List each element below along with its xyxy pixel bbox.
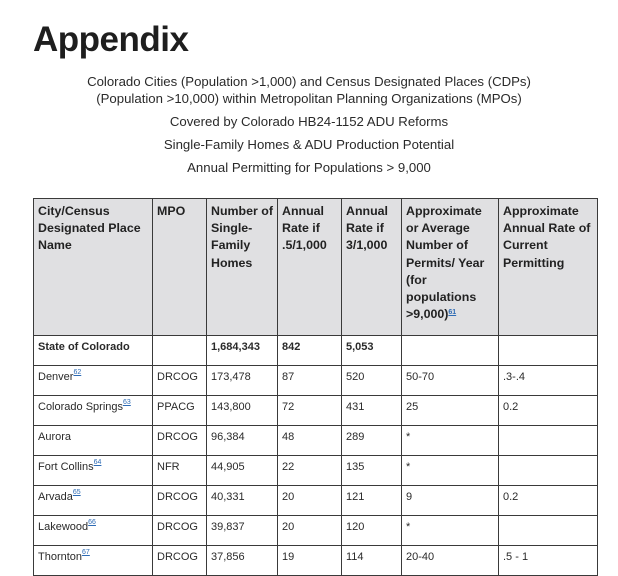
place-name-text: Denver — [38, 371, 74, 383]
cell-place-name — [34, 516, 153, 546]
cell-permits: 25 — [402, 396, 499, 426]
cell-permits: * — [402, 456, 499, 486]
cell-permits: * — [402, 516, 499, 546]
table-row — [34, 486, 598, 516]
cell-homes: 40,331 — [207, 486, 278, 516]
cell-current-rate: .5 - 1 — [499, 546, 598, 576]
subtitle-block — [0, 73, 618, 176]
cell-place-name — [34, 456, 153, 486]
cell-rate-half: 72 — [278, 396, 342, 426]
table-row — [34, 366, 598, 396]
footnote-link[interactable]: 65 — [72, 489, 81, 496]
cell-permits: 20-40 — [402, 546, 499, 576]
cell-mpo: PPACG — [153, 396, 207, 426]
table-header-row — [34, 199, 598, 336]
cell-rate-three: 135 — [342, 456, 402, 486]
cell-permits — [402, 336, 499, 366]
header-permits-label: Approximate or Average Number of Permits/ Year (for populations >9,000) — [406, 204, 485, 322]
cell-place-name — [34, 486, 153, 516]
header-mpo: MPO — [153, 199, 207, 336]
header-rate-three: Annual Rate if 3/1,000 — [342, 199, 402, 336]
table-row — [34, 336, 598, 366]
header-place-name: City/Census Designated Place Name — [34, 199, 153, 336]
table-row — [34, 396, 598, 426]
header-single-family-homes: Number of Single-Family Homes — [207, 199, 278, 336]
footnote-link[interactable]: 67 — [82, 549, 90, 556]
cell-homes: 173,478 — [207, 366, 278, 396]
footnote-link[interactable]: 63 — [123, 399, 131, 406]
cell-rate-three: 114 — [342, 546, 402, 576]
cell-rate-half: 22 — [278, 456, 342, 486]
cell-rate-half: 20 — [278, 516, 342, 546]
header-current-rate: Approximate Annual Rate of Current Permitting — [499, 199, 598, 336]
place-name-text: Fort Collins — [38, 461, 94, 473]
place-name-text: State of Colorado — [38, 341, 130, 353]
footnote-link[interactable]: 61 — [448, 309, 457, 317]
header-permits — [402, 199, 499, 336]
cell-mpo: DRCOG — [153, 546, 207, 576]
place-name-text: Colorado Springs — [38, 401, 123, 413]
cell-mpo: DRCOG — [153, 486, 207, 516]
cell-homes: 37,856 — [207, 546, 278, 576]
cell-mpo: DRCOG — [153, 366, 207, 396]
cell-place-name — [34, 396, 153, 426]
footnote-link[interactable]: 64 — [93, 459, 102, 466]
cell-homes: 143,800 — [207, 396, 278, 426]
cell-rate-three: 121 — [342, 486, 402, 516]
place-name-text: Arvada — [38, 491, 73, 503]
footnote-link[interactable]: 62 — [73, 369, 82, 376]
cell-current-rate: 0.2 — [499, 396, 598, 426]
cell-homes: 96,384 — [207, 426, 278, 456]
cell-current-rate — [499, 456, 598, 486]
appendix-table — [33, 198, 598, 576]
cell-current-rate — [499, 426, 598, 456]
cell-homes: 44,905 — [207, 456, 278, 486]
cell-rate-half: 87 — [278, 366, 342, 396]
cell-mpo: DRCOG — [153, 426, 207, 456]
cell-current-rate: 0.2 — [499, 486, 598, 516]
table-row — [34, 456, 598, 486]
cell-homes: 1,684,343 — [207, 336, 278, 366]
cell-rate-half: 842 — [278, 336, 342, 366]
cell-rate-three: 5,053 — [342, 336, 402, 366]
page-title: Appendix — [33, 20, 189, 59]
cell-rate-three: 431 — [342, 396, 402, 426]
cell-place-name — [34, 366, 153, 396]
place-name-text: Lakewood — [38, 521, 89, 533]
footnote-link[interactable]: 66 — [88, 519, 96, 526]
cell-rate-three: 120 — [342, 516, 402, 546]
cell-rate-three: 520 — [342, 366, 402, 396]
cell-permits: 9 — [402, 486, 499, 516]
cell-rate-half: 20 — [278, 486, 342, 516]
place-name-text: Aurora — [38, 431, 72, 443]
subtitle-line-4: Single-Family Homes & ADU Production Potential — [163, 137, 455, 152]
cell-homes: 39,837 — [207, 516, 278, 546]
cell-permits: * — [402, 426, 499, 456]
cell-rate-half: 48 — [278, 426, 342, 456]
cell-mpo: DRCOG — [153, 516, 207, 546]
cell-permits: 50-70 — [402, 366, 499, 396]
subtitle-line-3: Covered by Colorado HB24-1152 ADU Reforms — [169, 114, 449, 129]
table-row — [34, 516, 598, 546]
table-row — [34, 426, 598, 456]
place-name-text: Thornton — [38, 551, 83, 563]
cell-mpo — [153, 336, 207, 366]
cell-mpo: NFR — [153, 456, 207, 486]
cell-place-name — [34, 546, 153, 576]
cell-current-rate — [499, 516, 598, 546]
cell-current-rate: .3-.4 — [499, 366, 598, 396]
cell-current-rate — [499, 336, 598, 366]
subtitle-line-2: (Population >10,000) within Metropolitan Planning Organizations (MPOs) — [96, 91, 522, 106]
subtitle-line-5: Annual Permitting for Populations > 9,000 — [187, 160, 431, 175]
cell-place-name — [34, 426, 153, 456]
table-row — [34, 546, 598, 576]
subtitle-line-1: Colorado Cities (Population >1,000) and Census Designated Places (CDPs) — [87, 74, 531, 89]
cell-place-name — [34, 336, 153, 366]
cell-rate-half: 19 — [278, 546, 342, 576]
header-rate-half: Annual Rate if .5/1,000 — [278, 199, 342, 336]
cell-rate-three: 289 — [342, 426, 402, 456]
